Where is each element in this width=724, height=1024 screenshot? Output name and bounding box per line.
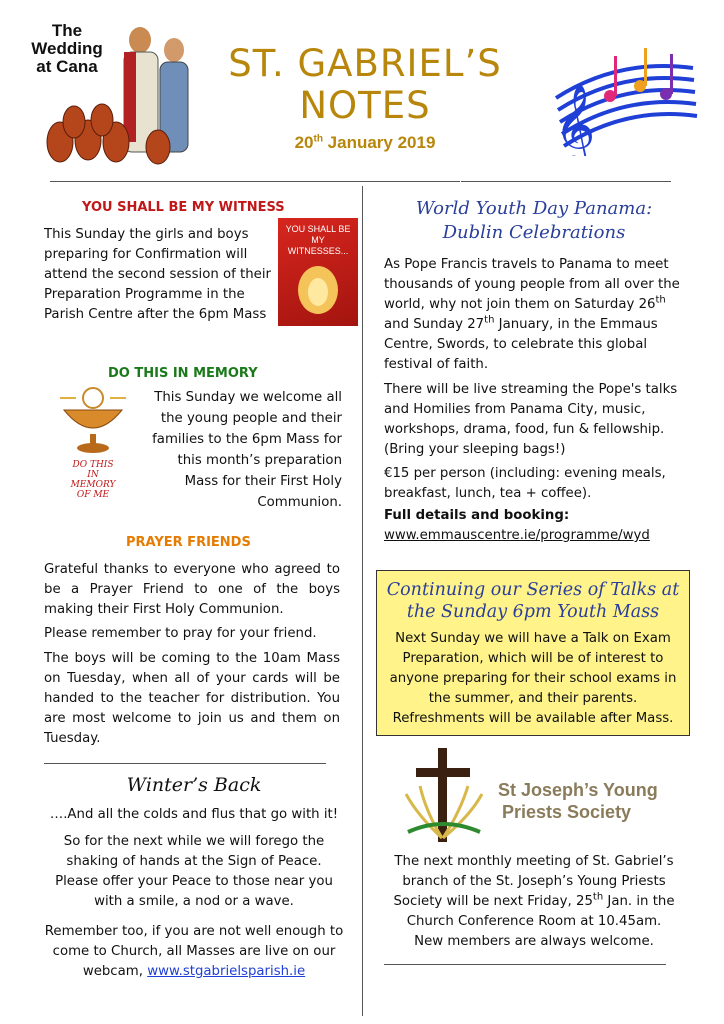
chalice-text-1: DO THIS	[72, 460, 114, 470]
wyd-p3: €15 per person (including: evening meals, breakfast, lunch, tea + coffee).	[384, 466, 666, 501]
parish-website-link[interactable]: www.stgabrielsparish.ie	[147, 964, 306, 979]
winter-p3	[44, 922, 344, 982]
left-section-rule	[44, 763, 326, 764]
header-rule-right	[461, 181, 671, 182]
header-rule-left	[50, 181, 460, 182]
winter-p3-text: Remember too, if you are not well enough to come to Church, all Masses are live on our webcam,	[44, 924, 344, 979]
joseph-body: The next monthly meeting of St. Gabriel’s branch of the St. Joseph’s Young Priests Society will be next Friday, 25th Jan. in the Church Conference Room at 10.45am. New members are always welcome.	[393, 854, 675, 949]
winter-p1: ….And all the colds and flus that go with it!	[49, 807, 339, 822]
image-caption: The Wedding at Cana	[31, 21, 103, 76]
column-divider	[362, 186, 363, 1016]
prayer-p1: Grateful thanks to everyone who agreed to be a Prayer Friend to one of the boys making their First Holy Communion.	[44, 562, 340, 617]
winter-heading: Winter’s Back	[126, 774, 262, 796]
wedding-at-cana-image	[28, 22, 198, 172]
newsletter-title-line1: ST. GABRIEL’S	[228, 42, 502, 85]
talks-heading-line2: the Sunday 6pm Youth Mass	[406, 602, 660, 622]
talks-body: Next Sunday we will have a Talk on Exam Preparation, which will be of interest to anyone preparing for their school exams in the summer, and their parents. Refreshments will be available after Mass.	[389, 631, 677, 726]
witness-image-text: YOU SHALL BE MY WITNESSES...	[285, 224, 351, 256]
emmaus-link[interactable]: www.emmauscentre.ie/programme/wyd	[384, 528, 650, 543]
memory-heading: DO THIS IN MEMORY	[108, 366, 258, 381]
witness-body: This Sunday the girls and boys preparing for Confirmation will attend the second session of their Preparation Programme in the Parish Centre after the 6pm Mass	[44, 227, 272, 322]
newsletter-title-line2: NOTES	[299, 84, 431, 127]
winter-p2: So for the next while we will forego the shaking of hands at the Sign of Peace. Please offer your Peace to those near you with a smile, a nod or a wave.	[55, 834, 333, 909]
talks-box	[376, 570, 690, 736]
chalice-image	[50, 386, 136, 502]
witness-image	[278, 218, 358, 326]
chalice-text-3: MEMORY	[70, 480, 116, 490]
svg-text:𝄞: 𝄞	[554, 83, 596, 156]
wyd-p2: There will be live streaming the Pope's talks and Homilies from Panama City, music, workshops, drama, food, fun & fellowship. (Bring your sleeping bags!)	[384, 382, 678, 457]
talks-heading-line1: Continuing our Series of Talks at	[386, 580, 680, 600]
wyd-heading-line2: Dublin Celebrations	[442, 222, 626, 243]
newsletter-date: 20th January 2019	[294, 133, 436, 152]
witness-heading: YOU SHALL BE MY WITNESS	[82, 200, 285, 215]
memory-body: This Sunday we welcome all the young people and their families to the 6pm Mass for this month’s preparation Mass for their First Holy Communion.	[152, 390, 342, 510]
prayer-heading: PRAYER FRIENDS	[126, 535, 251, 550]
wyd-details-label: Full details and booking:	[384, 508, 570, 523]
chalice-text-4: OF ME	[76, 490, 110, 500]
prayer-p3: The boys will be coming to the 10am Mass on Tuesday, when all of your cards will be handed to the teacher for distribution. You are most welcome to join us and them on Tuesday.	[44, 651, 340, 746]
wyd-p1: As Pope Francis travels to Panama to meet thousands of young people from all over the world, why not join them on Saturday 26th and Sunday 27th January, in the Emmaus Centre, Swords, to celebrate this global festival of faith.	[384, 257, 680, 372]
right-bottom-rule	[384, 964, 666, 965]
prayer-p2: Please remember to pray for your friend.	[44, 626, 317, 641]
st-joseph-logo	[398, 746, 668, 844]
logo-line1: St Joseph’s Young	[498, 780, 658, 800]
logo-line2: Priests Society	[502, 802, 632, 822]
wyd-heading-line1: World Youth Day Panama:	[415, 198, 653, 219]
chalice-text-2: IN	[87, 470, 99, 480]
music-notes-image	[548, 38, 698, 156]
